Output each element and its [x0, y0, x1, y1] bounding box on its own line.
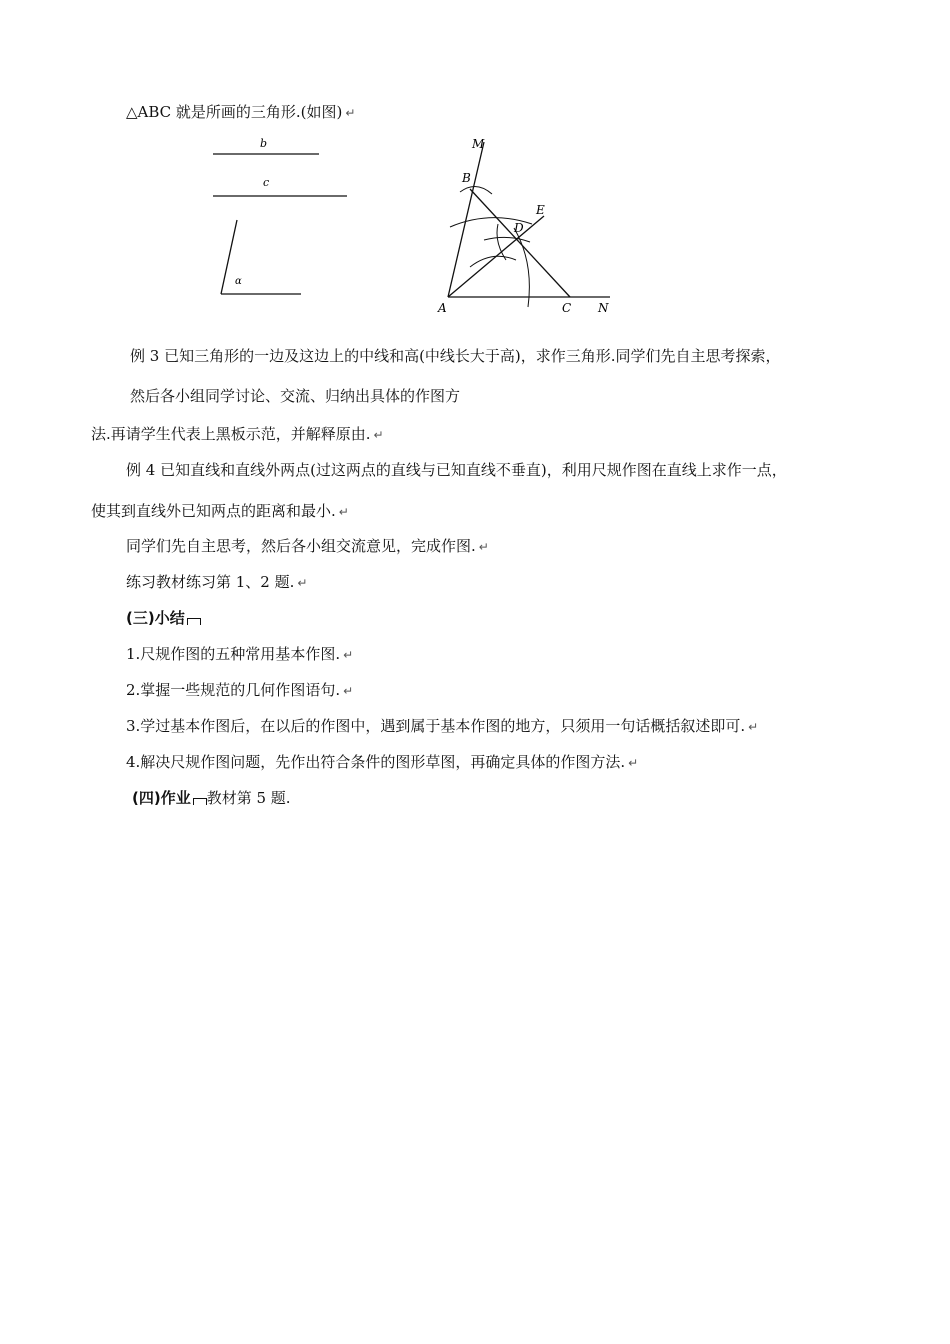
homework-text: 教材第 5 题.	[206, 789, 291, 807]
text-line-conclusion: △ABC 就是所画的三角形.(如图) ↵	[126, 103, 356, 121]
paragraph-mark: ↵	[338, 505, 349, 519]
example-3-line-2: 然后各小组同学讨论、交流、归纳出具体的作图方	[130, 387, 461, 405]
paragraph-mark: ↵	[628, 756, 639, 770]
label-d: D	[514, 221, 524, 235]
paragraph-mark: ↵	[345, 106, 356, 120]
label-n: N	[598, 301, 609, 315]
practice-line: 练习教材练习第 1、2 题. ↵	[126, 573, 308, 591]
paragraph-mark: ↵	[297, 576, 308, 590]
paragraph-mark: ↵	[373, 428, 384, 442]
summary-heading: (三)小结	[126, 608, 201, 628]
summary-item-4: 4.解决尺规作图问题，先作出符合条件的图形草图，再确定具体的作图方法. ↵	[126, 753, 639, 771]
example-4-line-2: 使其到直线外已知两点的距离和最小. ↵	[91, 502, 349, 520]
bracket-mark	[187, 618, 201, 625]
construction-figure	[430, 132, 620, 317]
homework-line	[132, 788, 291, 808]
segment-bc	[470, 189, 570, 297]
given-elements-figure	[205, 132, 355, 302]
label-b: b	[260, 137, 268, 150]
summary-item-1: 1.尺规作图的五种常用基本作图. ↵	[126, 645, 354, 663]
label-c: c	[263, 176, 270, 189]
label-b-point: B	[462, 171, 471, 185]
paragraph-mark: ↵	[748, 720, 759, 734]
paragraph-mark: ↵	[343, 648, 354, 662]
label-alpha: α	[235, 276, 242, 287]
label-a: A	[438, 301, 447, 315]
arc-3	[460, 186, 492, 194]
bracket-mark	[193, 798, 207, 805]
example-3-line-3: 法.再请学生代表上黑板示范，并解释原由. ↵	[91, 425, 384, 443]
paragraph-mark: ↵	[478, 540, 489, 554]
example-4-line-1: 例 4 已知直线和直线外两点(过这两点的直线与已知直线不垂直)，利用尺规作图在直线上求作一点，	[126, 461, 787, 479]
arc-5	[484, 237, 530, 242]
label-c-point: C	[562, 301, 572, 315]
paragraph-mark: ↵	[343, 684, 354, 698]
think-line: 同学们先自主思考，然后各小组交流意见，完成作图. ↵	[126, 537, 489, 555]
example-3-line-1: 例 3 已知三角形的一边及这边上的中线和高(中线长大于高)，求作三角形.同学们先自主思考探索，	[130, 347, 781, 365]
homework-heading: (四)作业	[132, 789, 191, 807]
label-e: E	[536, 203, 545, 217]
label-m: M	[472, 137, 485, 151]
summary-item-2: 2.掌握一些规范的几何作图语句. ↵	[126, 681, 354, 699]
summary-item-3: 3.学过基本作图后，在以后的作图中，遇到属于基本作图的地方，只须用一句话概括叙述即可. ↵	[126, 717, 759, 735]
arc-4	[470, 256, 516, 267]
ray-am	[448, 142, 484, 297]
